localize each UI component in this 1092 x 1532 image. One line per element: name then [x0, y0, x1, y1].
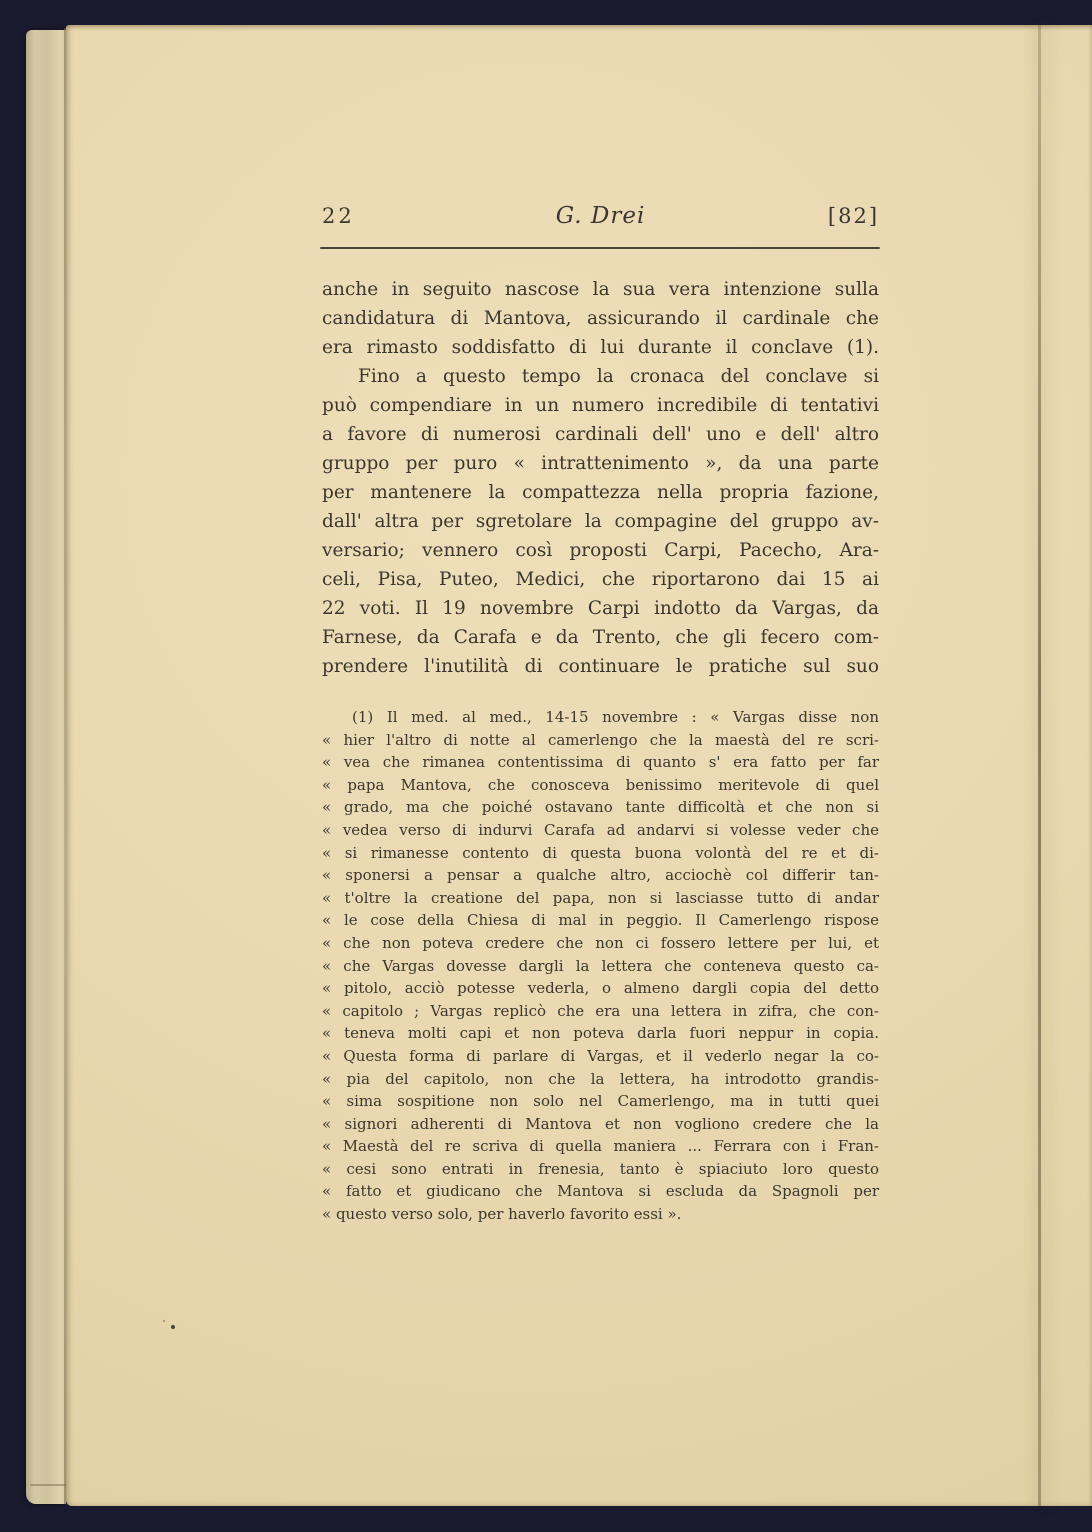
- text-line: « le cose della Chiesa di mal in peggio. Il Camerlengo rispose: [322, 911, 879, 930]
- text-line: « teneva molti capi et non poteva darla fuori neppur in copia.: [322, 1024, 879, 1043]
- text-line: « signori adherenti di Mantova et non vogliono credere che la: [322, 1114, 879, 1133]
- text-line: « t'oltre la creatione del papa, non si lasciasse tutto di andar: [322, 888, 879, 907]
- text-line: « pitolo, acciò potesse vederla, o almeno dargli copia del detto: [322, 979, 879, 998]
- text-line: « pia del capitolo, non che la lettera, ha introdotto grandis-: [322, 1069, 879, 1088]
- text-line: per mantenere la compattezza nella propria fazione,: [322, 482, 879, 503]
- header-rule: [320, 247, 880, 249]
- text-line: « papa Mantova, che conosceva benissimo meritevole di quel: [322, 775, 879, 794]
- text-line: « Questa forma di parlare di Vargas, et il vederlo negar la co-: [322, 1046, 879, 1065]
- text-line: anche in seguito nascose la sua vera intenzione sulla: [322, 279, 879, 300]
- text-line: Fino a questo tempo la cronaca del conclave si: [358, 366, 879, 387]
- text-line: « capitolo ; Vargas replicò che era una lettera in zifra, che con-: [322, 1001, 879, 1020]
- text-line: « fatto et giudicano che Mantova si escluda da Spagnoli per: [322, 1182, 879, 1201]
- text-line: « sponersi a pensar a qualche altro, acciochè col differir tan-: [322, 866, 879, 885]
- text-line: a favore di numerosi cardinali dell' uno e dell' altro: [322, 424, 879, 445]
- text-line: « questo verso solo, per haverlo favorito essi ».: [322, 1205, 682, 1224]
- page-number: 22: [322, 204, 355, 228]
- text-line: può compendiare in un numero incredibile di tentativi: [322, 395, 879, 416]
- text-line: Farnese, da Carafa e da Trento, che gli fecero com-: [322, 627, 879, 648]
- body-text: [322, 275, 879, 681]
- page-crease-right: [1038, 25, 1041, 1506]
- ink-speck: [163, 1320, 165, 1322]
- text-line: « sima sospitione non solo nel Camerlengo, ma in tutti quei: [322, 1092, 879, 1111]
- text-line: « vea che rimanea contentissima di quanto s' era fatto per far: [322, 753, 879, 772]
- page-edge-stack: [26, 30, 66, 1504]
- text-line: « che Vargas dovesse dargli la lettera che conteneva questo ca-: [322, 956, 879, 975]
- text-line: « cesi sono entrati in frenesia, tanto è spiaciuto loro questo: [322, 1159, 879, 1178]
- text-line: « vedea verso di indurvi Carafa ad andarvi si volesse veder che: [322, 820, 879, 839]
- text-line: « si rimanesse contento di questa buona volontà del re et di-: [322, 843, 879, 862]
- running-title: G. Drei: [555, 203, 646, 229]
- text-line: candidatura di Mantova, assicurando il cardinale che: [322, 308, 879, 329]
- text-line: (1) Il med. al med., 14-15 novembre : « Vargas disse non: [352, 708, 879, 726]
- text-line: « che non poteva credere che non ci fossero lettere per lui, et: [322, 933, 879, 952]
- text-line: prendere l'inutilità di continuare le pratiche sul suo: [322, 656, 879, 677]
- text-line: 22 voti. Il 19 novembre Carpi indotto da Vargas, da: [322, 598, 879, 619]
- text-line: dall' altra per sgretolare la compagine del gruppo av-: [322, 511, 879, 532]
- text-line: « grado, ma che poiché ostavano tante difficoltà et che non si: [322, 798, 879, 817]
- folio-bracket: [82]: [827, 204, 880, 228]
- text-line: gruppo per puro « intrattenimento », da una parte: [322, 453, 879, 474]
- text-line: celi, Pisa, Puteo, Medici, che riportarono dai 15 ai: [322, 569, 879, 590]
- footnote: [322, 706, 879, 1226]
- ink-speck: [171, 1325, 175, 1329]
- text-line: era rimasto soddisfatto di lui durante il conclave (1).: [322, 337, 879, 358]
- text-line: « hier l'altro di notte al camerlengo che la maestà del re scri-: [322, 730, 879, 749]
- page-header: [322, 203, 879, 229]
- text-line: « Maestà del re scriva di quella maniera ... Ferrara con i Fran-: [322, 1137, 879, 1156]
- text-line: versario; vennero così proposti Carpi, Pacecho, Ara-: [322, 540, 879, 561]
